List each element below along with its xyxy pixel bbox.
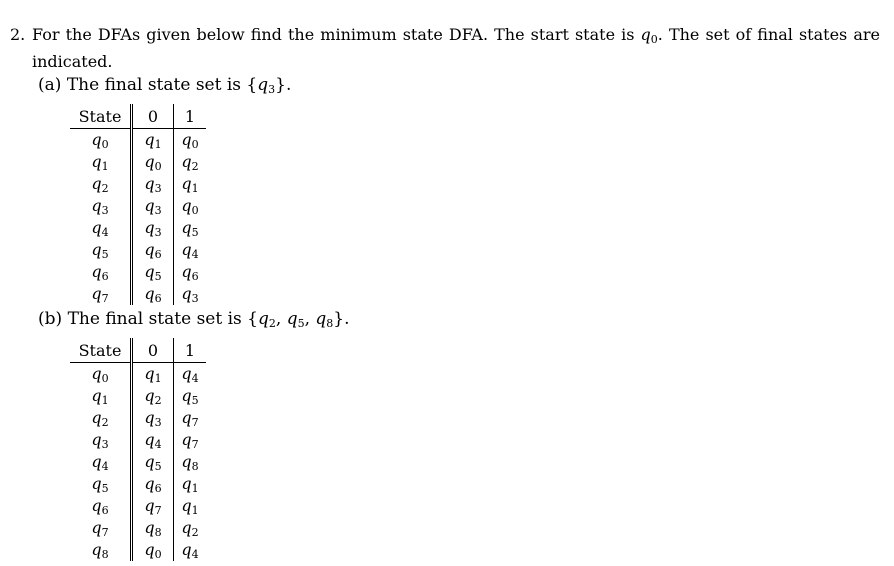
state-cell: $q_6$ [91,261,109,283]
state-cell: $q_7$ [91,283,109,305]
part-b-statement: (b) The final state set is {$q_2$, $q_5$, $q_8$}. [38,309,350,330]
state-cell: $q_8$ [91,539,109,561]
transition-on-1: $q_1$ [174,173,207,195]
start-state: $q_0$ [640,25,658,46]
transition-on-0: $q_8$ [132,517,174,539]
transition-on-1: $q_4$ [174,539,207,561]
transition-on-0: $q_3$ [132,407,174,429]
transition-on-0: $q_6$ [132,473,174,495]
header-input-1: 1 [174,338,207,363]
state-cell: $q_3$ [91,195,109,217]
table-header [70,104,206,129]
table-row [70,451,206,473]
problem-text-before: For the DFAs given below find the minimum state DFA. The start state is [32,25,641,44]
state-cell: $q_0$ [91,129,109,151]
state-cell: $q_3$ [91,429,109,451]
transition-on-0: $q_4$ [132,429,174,451]
transition-table-b [70,338,206,561]
table-header [70,338,206,363]
table-row [70,261,206,283]
transition-on-1: $q_0$ [174,195,207,217]
state-cell: $q_4$ [91,217,109,239]
transition-on-0: $q_2$ [132,385,174,407]
transition-on-1: $q_1$ [174,473,207,495]
table-row [70,517,206,539]
transition-on-1: $q_4$ [174,239,207,261]
table-row [70,217,206,239]
state-cell: $q_4$ [91,451,109,473]
transition-on-0: $q_0$ [132,151,174,173]
part-a-statement: (a) The final state set is $\{q_3\}$. [38,75,292,96]
table-row [70,195,206,217]
header-input-1: 1 [174,104,207,129]
state-cell: $q_1$ [91,151,109,173]
problem-text [32,24,880,73]
table-row [70,385,206,407]
header-state: State [70,338,132,363]
transition-on-0: $q_5$ [132,261,174,283]
transition-on-1: $q_8$ [174,451,207,473]
transition-on-1: $q_2$ [174,151,207,173]
transition-on-0: $q_5$ [132,451,174,473]
transition-on-1: $q_2$ [174,517,207,539]
transition-on-1: $q_5$ [174,217,207,239]
problem-statement [10,24,880,73]
state-cell: $q_5$ [91,239,109,261]
table-row [70,151,206,173]
transition-on-1: $q_3$ [174,283,207,305]
transition-on-1: $q_6$ [174,261,207,283]
transition-on-1: $q_7$ [174,407,207,429]
table-row [70,495,206,517]
table-row [70,129,206,152]
part-b-label: (b) [38,309,63,329]
final-state-set-a: $\{q_3\}$ [246,75,286,96]
part-a-text: The final state set is [66,75,247,95]
table-row [70,173,206,195]
header-input-0: 0 [132,338,174,363]
state-cell: $q_2$ [91,407,109,429]
table-row [70,283,206,305]
transition-on-0: $q_3$ [132,195,174,217]
part-b-text: The final state set is [67,309,248,329]
transition-on-1: $q_1$ [174,495,207,517]
final-state-set-b: {$q_2$, $q_5$, $q_8$} [247,309,345,330]
transition-on-1: $q_7$ [174,429,207,451]
transition-on-1: $q_4$ [174,363,207,386]
transition-on-0: $q_6$ [132,283,174,305]
transition-on-0: $q_3$ [132,173,174,195]
state-cell: $q_7$ [91,517,109,539]
state-cell: $q_0$ [91,363,109,385]
state-cell: $q_2$ [91,173,109,195]
problem-number: 2. [10,25,26,44]
table-row [70,239,206,261]
state-cell: $q_6$ [91,495,109,517]
transition-on-1: $q_0$ [174,129,207,152]
transition-on-0: $q_1$ [132,363,174,386]
header-state: State [70,104,132,129]
transition-on-0: $q_7$ [132,495,174,517]
table-row [70,539,206,561]
transition-on-0: $q_6$ [132,239,174,261]
state-cell: $q_1$ [91,385,109,407]
transition-on-0: $q_3$ [132,217,174,239]
transition-on-0: $q_0$ [132,539,174,561]
table-row [70,407,206,429]
table-row [70,429,206,451]
header-input-0: 0 [132,104,174,129]
problem-text-after: . The set of final states are indicated. [32,25,880,71]
state-cell: $q_5$ [91,473,109,495]
table-row [70,363,206,386]
part-a-label: (a) [38,75,62,95]
transition-table-a [70,104,206,305]
table-row [70,473,206,495]
transition-on-1: $q_5$ [174,385,207,407]
transition-on-0: $q_1$ [132,129,174,152]
